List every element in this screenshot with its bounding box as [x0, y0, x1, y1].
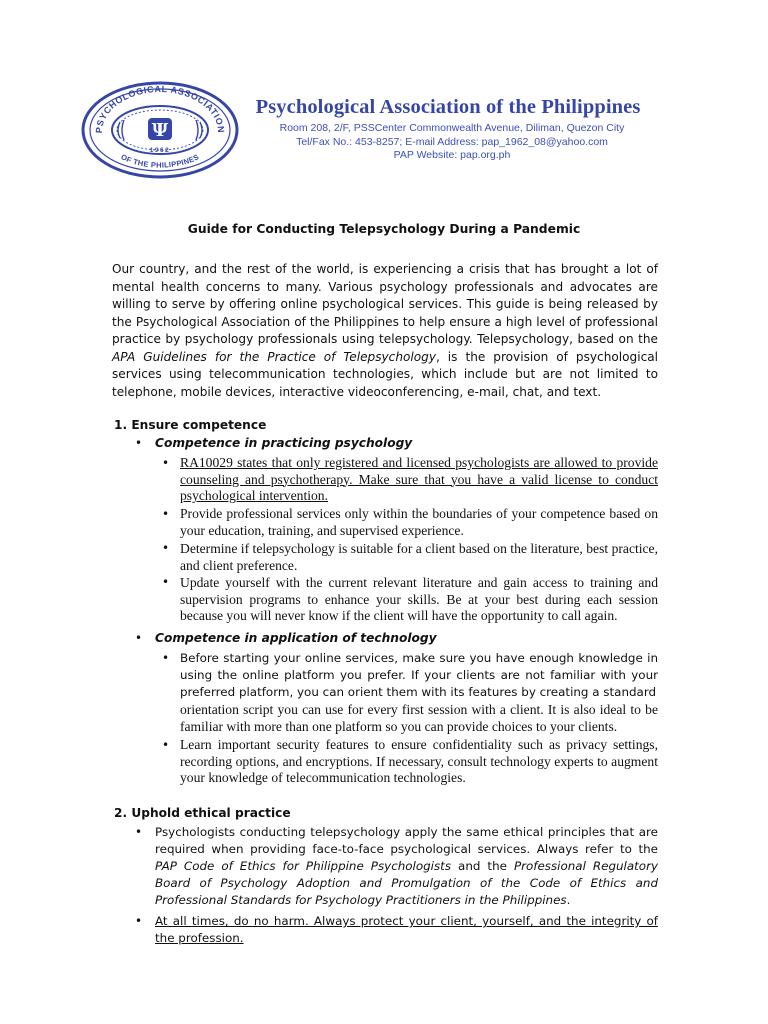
org-contact: Tel/Fax No.: 453-8257; E-mail Address: pap_1962_08@yahoo.com	[296, 135, 608, 148]
pap-seal-logo	[80, 80, 240, 180]
intro-italic-apa-guidelines: APA Guidelines for the Practice of Telepsychology	[112, 349, 436, 364]
ethics-text-b: and the	[451, 859, 514, 874]
svg-text:Ψ: Ψ	[151, 120, 169, 141]
bullet: •	[162, 507, 170, 521]
bullet: •	[162, 651, 170, 665]
list-item-ethical-principles	[155, 824, 658, 909]
list-item-update-yourself: Update yourself with the current relevant literature and gain access to training and supervision programs to enhance your skills. Be at your best during each session because you will never know if the client will have the opportunity to call again.	[180, 575, 658, 624]
section-2-heading: 2. Uphold ethical practice	[114, 806, 291, 820]
list-item-platform-knowledge-cont: orientation script you can use for every first session with a client. It is also ideal to be familiar with more than one platform so you can provide choices to your clients.	[180, 702, 658, 734]
ethics-italic-prb-code: Professional Regulatory Board of Psychology Adoption and Promulgation of the Code of Ethics and Professional Standards for Psychology Practitioners in the Philippines	[155, 859, 658, 908]
section-1-sub-2-heading: Competence in application of technology	[155, 631, 437, 645]
list-item-do-no-harm: At all times, do no harm. Always protect your client, yourself, and the integrity of the profession.	[155, 914, 658, 946]
list-item-security-features: Learn important security features to ensure confidentiality such as privacy settings, recording options, and encryptions. If necessary, consult technology experts to augment your knowledge of telecommunication technologies.	[180, 737, 658, 786]
svg-text:OF THE PHILIPPINES: OF THE PHILIPPINES	[119, 152, 201, 170]
list-item-competence-boundaries: Provide professional services only within the boundaries of your competence based on your education, training, and supervised experience.	[180, 506, 658, 538]
document-title: Guide for Conducting Telepsychology During a Pandemic	[187, 222, 581, 236]
list-item-ra10029: RA10029 states that only registered and licensed psychologists are allowed to provide counseling and psychotherapy. Make sure that you have a valid license to conduct psychological intervention.	[180, 455, 658, 504]
bullet: •	[135, 825, 143, 839]
bullet: •	[162, 541, 170, 555]
org-name: Psychological Association of the Philippines	[255, 96, 641, 118]
list-item-platform-knowledge: Before starting your online services, make sure you have enough knowledge in using the online platform you prefer. If your clients are not familiar with your preferred platform, you can orient them with its features by creating a standard	[180, 651, 658, 700]
bullet: •	[135, 436, 143, 450]
intro-text-b: , is the provision of psychological services using telecommunication technologies, which include but are not limited to telephone, mobile devices, interactive videoconferencing, e-mail, chat, and text.	[112, 349, 658, 399]
org-website: PAP Website: pap.org.ph	[393, 149, 511, 161]
ethics-text-a: Psychologists conducting telepsychology apply the same ethical principles that are required when providing face-to-face psychological services. Always refer to the	[155, 825, 658, 857]
svg-text:PSYCHOLOGICAL ASSOCIATION: PSYCHOLOGICAL ASSOCIATION	[93, 83, 227, 134]
org-address: Room 208, 2/F, PSSCenter Commonwealth Avenue, Diliman, Quezon City	[279, 122, 625, 134]
bullet: •	[162, 738, 170, 752]
bullet: •	[162, 575, 170, 589]
bullet: •	[162, 456, 170, 470]
bullet: •	[135, 914, 143, 928]
ethics-italic-pap-code: PAP Code of Ethics for Philippine Psychologists	[155, 859, 452, 874]
letterhead	[252, 96, 652, 163]
svg-text:1962: 1962	[149, 147, 171, 154]
intro-text-a: Our country, and the rest of the world, is experiencing a crisis that has brought a lot of mental health concerns to many. Various psychology professionals and advocates are willing to serve by offering online psychological services. This guide is being released by the Psychological Association of the Philippines to help ensure a high level of professional practice by psychology professionals using telepsychology. Telepsychology, based on the	[112, 262, 658, 346]
list-item-suitability: Determine if telepsychology is suitable for a client based on the literature, best practice, and client preference.	[180, 541, 658, 573]
section-1-heading: 1. Ensure competence	[114, 418, 267, 432]
intro-paragraph	[112, 261, 658, 401]
bullet: •	[135, 631, 143, 645]
ethics-text-c: .	[566, 893, 571, 908]
section-1-sub-1-heading: Competence in practicing psychology	[155, 436, 413, 450]
